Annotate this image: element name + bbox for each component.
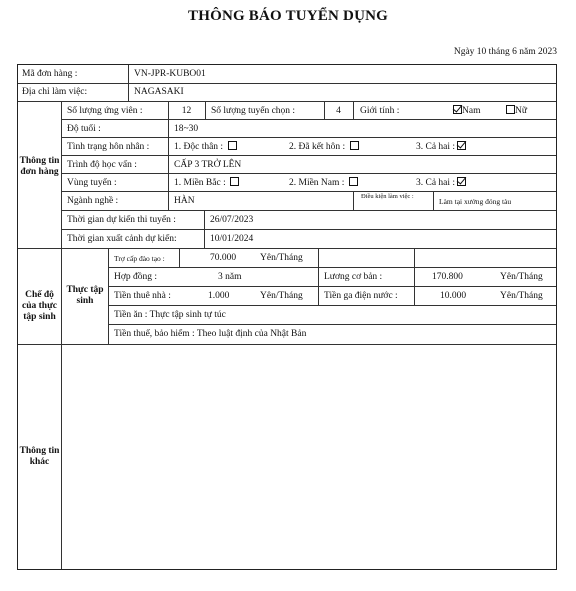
marital-single-text: 1. Độc thân : (174, 142, 224, 152)
selected-value: 4 (336, 106, 341, 116)
education-value: CẤP 3 TRỞ LÊN (174, 160, 242, 170)
row-divider (61, 137, 556, 138)
column-divider (204, 210, 205, 248)
conditions-value: Làm tại xưởng đóng tàu (439, 197, 512, 206)
region-both-option[interactable] (416, 177, 466, 189)
age-label: Độ tuổi : (67, 124, 101, 134)
region-label: Vùng tuyển : (67, 178, 117, 188)
rent-label: Tiền thuê nhà : (114, 291, 171, 301)
gender-male-option[interactable] (453, 105, 480, 117)
rent-value: 1.000 (208, 291, 230, 301)
basic-salary-label: Lương cơ bản : (324, 272, 383, 282)
selected-label: Số lượng tuyển chọn : (211, 106, 296, 116)
gender-female-text: Nữ (515, 106, 528, 116)
column-divider (128, 65, 129, 101)
region-south-option[interactable] (289, 177, 358, 189)
job-value: HÀN (174, 196, 195, 206)
marital-both-option[interactable] (416, 141, 466, 153)
recruitment-form (17, 64, 557, 570)
training-allowance-unit: Yên/Tháng (260, 253, 303, 263)
column-divider (205, 101, 206, 119)
work-location-label: Địa chỉ làm việc: (22, 87, 88, 97)
rent-unit: Yên/Tháng (260, 291, 303, 301)
gender-label: Giới tính : (360, 106, 400, 116)
utilities-unit: Yên/Tháng (500, 291, 543, 301)
marital-both-text: 3. Cả hai : (416, 142, 456, 152)
region-south-text: 2. Miền Nam : (289, 178, 345, 188)
row-divider (61, 173, 556, 174)
checkbox-checked-icon[interactable] (453, 105, 462, 114)
work-location-value: NAGASAKI (134, 87, 184, 97)
checkbox-checked-icon[interactable] (457, 141, 466, 150)
column-divider (318, 248, 319, 305)
section-divider (18, 248, 556, 249)
applicants-value: 12 (181, 106, 192, 116)
exam-date-label: Thời gian dự kiến thi tuyển : (67, 215, 176, 225)
region-north-option[interactable] (174, 177, 239, 189)
column-divider (433, 191, 434, 210)
training-allowance-value: 70.000 (210, 253, 237, 263)
row-divider (108, 286, 556, 287)
utilities-value: 10.000 (440, 291, 467, 301)
job-label: Ngành nghề : (67, 196, 119, 206)
checkbox-empty-icon[interactable] (506, 105, 515, 114)
column-divider (168, 137, 169, 210)
marital-label: Tình trạng hôn nhân : (67, 142, 150, 152)
column-divider (353, 191, 354, 210)
age-value: 18~30 (174, 124, 199, 134)
region-north-text: 1. Miền Bắc : (174, 178, 226, 188)
checkbox-empty-icon[interactable] (230, 177, 239, 186)
marital-single-option[interactable] (174, 141, 237, 153)
issue-date: Ngày 10 tháng 6 năm 2023 (453, 47, 557, 57)
section-divider (18, 344, 556, 345)
row-divider (61, 210, 556, 211)
checkbox-empty-icon[interactable] (349, 177, 358, 186)
row-divider (61, 119, 556, 120)
training-allowance-label: Trợ cấp đào tạo : (114, 254, 165, 263)
applicants-label: Số lượng ứng viên : (67, 106, 143, 116)
row-divider (61, 229, 556, 230)
column-divider (414, 248, 415, 305)
region-both-text: 3. Cả hai : (416, 178, 456, 188)
departure-date-value: 10/01/2024 (210, 234, 254, 244)
marital-married-option[interactable] (289, 141, 359, 153)
contract-label: Hợp đồng : (114, 272, 158, 282)
contract-value: 3 năm (218, 272, 242, 282)
column-divider (179, 248, 180, 267)
column-divider (353, 101, 354, 119)
section-other-info: Thông tin khác (19, 446, 60, 467)
basic-salary-value: 170.800 (432, 272, 463, 282)
checkbox-checked-icon[interactable] (457, 177, 466, 186)
row-divider (108, 324, 556, 325)
row-divider (18, 83, 556, 84)
column-divider (61, 101, 62, 569)
row-divider (61, 191, 556, 192)
basic-salary-unit: Yên/Tháng (500, 272, 543, 282)
marital-married-text: 2. Đã kết hôn : (289, 142, 346, 152)
row-divider (18, 101, 556, 102)
meals-note: Tiền ăn : Thực tập sinh tự túc (114, 310, 226, 320)
departure-date-label: Thời gian xuất cảnh dự kiến: (67, 234, 177, 244)
education-label: Trình độ học vấn : (67, 160, 137, 170)
conditions-label: Điều kiện làm việc : (361, 193, 414, 200)
column-divider (108, 248, 109, 344)
exam-date-value: 26/07/2023 (210, 215, 254, 225)
gender-female-option[interactable] (506, 105, 527, 117)
row-divider (108, 267, 556, 268)
order-code-value: VN-JPR-KUBO01 (134, 69, 206, 79)
page-title: THÔNG BÁO TUYỂN DỤNG (188, 8, 388, 24)
checkbox-empty-icon[interactable] (228, 141, 237, 150)
utilities-label: Tiền ga điện nước : (324, 291, 398, 301)
row-divider (108, 305, 556, 306)
row-divider (61, 155, 556, 156)
tax-insurance-note: Tiền thuế, bảo hiểm : Theo luật định của Nhật Bản (114, 329, 307, 339)
section-order-info: Thông tin đơn hàng (19, 156, 60, 177)
order-code-label: Mã đơn hàng : (22, 69, 78, 79)
checkbox-empty-icon[interactable] (350, 141, 359, 150)
gender-male-text: Nam (462, 106, 481, 116)
section-benefits: Chế độ của thực tập sinh (22, 290, 57, 322)
section-trainee: Thực tập sinh (66, 285, 104, 306)
